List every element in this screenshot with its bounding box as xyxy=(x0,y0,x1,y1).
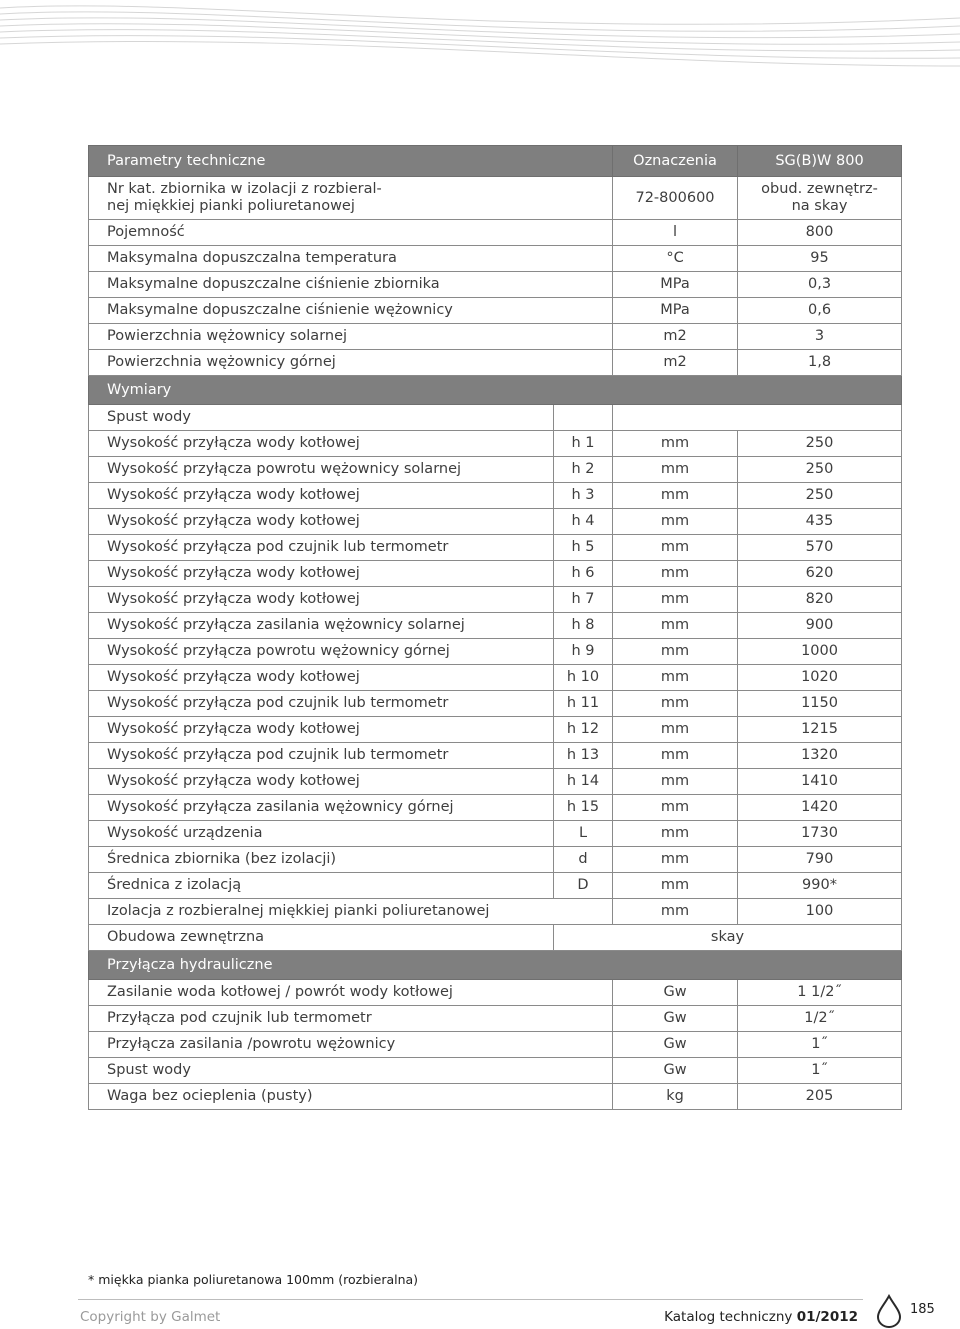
hydraulic-unit: Gw xyxy=(613,1058,738,1084)
dimension-value: 790 xyxy=(738,847,902,873)
housing-value: skay xyxy=(554,925,902,951)
hydraulic-unit: Gw xyxy=(613,1006,738,1032)
hydraulic-unit: Gw xyxy=(613,1032,738,1058)
dimension-label: Wysokość przyłącza wody kotłowej xyxy=(89,561,554,587)
spust-label: Spust wody xyxy=(89,405,554,431)
spust-row xyxy=(89,405,902,431)
param-label: Powierzchnia wężownicy solarnej xyxy=(89,324,613,350)
dimension-label: Wysokość przyłącza wody kotłowej xyxy=(89,431,554,457)
dimension-row xyxy=(89,483,902,509)
empty-cell xyxy=(554,405,613,431)
cell-line: obud. zewnętrz- xyxy=(761,181,878,197)
dimension-value: 1410 xyxy=(738,769,902,795)
param-label: Maksymalna dopuszczalna temperatura xyxy=(89,246,613,272)
dimension-value: 990* xyxy=(738,873,902,899)
dimension-value: 435 xyxy=(738,509,902,535)
dimension-label: Wysokość przyłącza wody kotłowej xyxy=(89,483,554,509)
dimension-code: L xyxy=(554,821,613,847)
dimension-unit: mm xyxy=(613,639,738,665)
dimension-unit: mm xyxy=(613,457,738,483)
dimension-row xyxy=(89,717,902,743)
hydraulic-label: Spust wody xyxy=(89,1058,613,1084)
param-row xyxy=(89,350,902,376)
dimension-code: h 13 xyxy=(554,743,613,769)
dimension-row xyxy=(89,691,902,717)
dimension-label: Wysokość przyłącza powrotu wężownicy solarnej xyxy=(89,457,554,483)
dimension-code: h 15 xyxy=(554,795,613,821)
dimension-value: 1020 xyxy=(738,665,902,691)
empty-cell xyxy=(613,405,902,431)
section-dimensions xyxy=(89,376,902,405)
dimension-row xyxy=(89,847,902,873)
footnote: * miękka pianka poliuretanowa 100mm (rozbieralna) xyxy=(88,1272,419,1287)
hydraulic-row xyxy=(89,1058,902,1084)
catalog-text: Katalog techniczny xyxy=(664,1309,797,1325)
hydraulic-row xyxy=(89,1032,902,1058)
param-unit: MPa xyxy=(613,298,738,324)
dimension-label: Wysokość przyłącza zasilania wężownicy górnej xyxy=(89,795,554,821)
dimension-value: 1320 xyxy=(738,743,902,769)
dimension-code: h 12 xyxy=(554,717,613,743)
dimension-row xyxy=(89,587,902,613)
param-unit: m2 xyxy=(613,350,738,376)
dimension-unit: mm xyxy=(613,847,738,873)
hydraulic-value: 1˝ xyxy=(738,1058,902,1084)
param-label: Powierzchnia wężownicy górnej xyxy=(89,350,613,376)
catalog-label xyxy=(664,1309,858,1325)
dimension-value: 1215 xyxy=(738,717,902,743)
param-unit: m2 xyxy=(613,324,738,350)
dimension-code: h 14 xyxy=(554,769,613,795)
dimension-code: h 11 xyxy=(554,691,613,717)
catalog-issue: 01/2012 xyxy=(796,1309,858,1325)
dimension-value: 900 xyxy=(738,613,902,639)
dimension-label: Wysokość przyłącza wody kotłowej xyxy=(89,717,554,743)
hydraulic-value: 1˝ xyxy=(738,1032,902,1058)
dimension-value: 250 xyxy=(738,483,902,509)
dimension-code: h 3 xyxy=(554,483,613,509)
dimension-label: Wysokość przyłącza wody kotłowej xyxy=(89,587,554,613)
param-row xyxy=(89,272,902,298)
dimension-row xyxy=(89,795,902,821)
dimension-code: h 10 xyxy=(554,665,613,691)
dimension-row xyxy=(89,821,902,847)
dimension-code: h 4 xyxy=(554,509,613,535)
dimension-row xyxy=(89,509,902,535)
cell-line: na skay xyxy=(791,198,848,214)
hydraulic-row xyxy=(89,1006,902,1032)
dimension-value: 1730 xyxy=(738,821,902,847)
hydraulic-label: Przyłącza zasilania /powrotu wężownicy xyxy=(89,1032,613,1058)
spec-table xyxy=(88,145,902,1110)
param-label: Maksymalne dopuszczalne ciśnienie zbiornika xyxy=(89,272,613,298)
hydraulic-value: 1/2˝ xyxy=(738,1006,902,1032)
catalog-number-label xyxy=(89,177,613,220)
header-row xyxy=(89,146,902,177)
insulation-label: Izolacja z rozbieralnej miękkiej pianki poliuretanowej xyxy=(89,899,613,925)
dimension-unit: mm xyxy=(613,821,738,847)
dimension-unit: mm xyxy=(613,535,738,561)
param-value: 0,3 xyxy=(738,272,902,298)
hydraulic-label: Przyłącza pod czujnik lub termometr xyxy=(89,1006,613,1032)
dimension-value: 250 xyxy=(738,457,902,483)
dimension-label: Wysokość przyłącza pod czujnik lub termometr xyxy=(89,691,554,717)
dimension-code: h 1 xyxy=(554,431,613,457)
dimension-row xyxy=(89,613,902,639)
dimension-row xyxy=(89,665,902,691)
hydraulic-label: Waga bez ocieplenia (pusty) xyxy=(89,1084,613,1110)
dimension-unit: mm xyxy=(613,431,738,457)
dimension-code: d xyxy=(554,847,613,873)
hydraulic-value: 1 1/2˝ xyxy=(738,980,902,1006)
dimension-code: h 8 xyxy=(554,613,613,639)
dimension-value: 1420 xyxy=(738,795,902,821)
dimension-value: 820 xyxy=(738,587,902,613)
param-value: 95 xyxy=(738,246,902,272)
dimension-unit: mm xyxy=(613,743,738,769)
section-title: Wymiary xyxy=(89,376,902,405)
dimension-unit: mm xyxy=(613,561,738,587)
dimension-row xyxy=(89,769,902,795)
param-row xyxy=(89,246,902,272)
dimension-value: 570 xyxy=(738,535,902,561)
dimension-unit: mm xyxy=(613,587,738,613)
insulation-row xyxy=(89,899,902,925)
dimension-row xyxy=(89,457,902,483)
insulation-unit: mm xyxy=(613,899,738,925)
dimension-unit: mm xyxy=(613,717,738,743)
dimension-unit: mm xyxy=(613,873,738,899)
catalog-row xyxy=(89,177,902,220)
cell-line: Nr kat. zbiornika w izolacji z rozbieral- xyxy=(107,181,382,197)
dimension-code: D xyxy=(554,873,613,899)
header-unit: Oznaczenia xyxy=(613,146,738,177)
dimension-code: h 2 xyxy=(554,457,613,483)
param-row xyxy=(89,324,902,350)
copyright: Copyright by Galmet xyxy=(80,1309,221,1325)
dimension-label: Średnica z izolacją xyxy=(89,873,554,899)
dimension-code: h 6 xyxy=(554,561,613,587)
dimension-row xyxy=(89,743,902,769)
param-row xyxy=(89,298,902,324)
dimension-unit: mm xyxy=(613,691,738,717)
catalog-housing xyxy=(738,177,902,220)
hydraulic-unit: kg xyxy=(613,1084,738,1110)
water-drop-icon xyxy=(875,1294,903,1328)
param-label: Pojemność xyxy=(89,220,613,246)
dimension-unit: mm xyxy=(613,613,738,639)
header-model: SG(B)W 800 xyxy=(738,146,902,177)
insulation-value: 100 xyxy=(738,899,902,925)
header-label: Parametry techniczne xyxy=(89,146,613,177)
section-title: Przyłącza hydrauliczne xyxy=(89,951,902,980)
dimension-unit: mm xyxy=(613,509,738,535)
dimension-unit: mm xyxy=(613,769,738,795)
dimension-code: h 7 xyxy=(554,587,613,613)
dimension-value: 250 xyxy=(738,431,902,457)
housing-row xyxy=(89,925,902,951)
housing-label: Obudowa zewnętrzna xyxy=(89,925,554,951)
dimension-row xyxy=(89,535,902,561)
dimension-value: 1150 xyxy=(738,691,902,717)
dimension-label: Wysokość przyłącza pod czujnik lub termometr xyxy=(89,535,554,561)
dimension-code: h 9 xyxy=(554,639,613,665)
param-value: 800 xyxy=(738,220,902,246)
param-unit: MPa xyxy=(613,272,738,298)
param-value: 0,6 xyxy=(738,298,902,324)
dimension-value: 1000 xyxy=(738,639,902,665)
dimension-label: Wysokość przyłącza wody kotłowej xyxy=(89,665,554,691)
dimension-label: Średnica zbiornika (bez izolacji) xyxy=(89,847,554,873)
hydraulic-unit: Gw xyxy=(613,980,738,1006)
footer-divider xyxy=(78,1299,863,1300)
param-label: Maksymalne dopuszczalne ciśnienie wężownicy xyxy=(89,298,613,324)
dimension-label: Wysokość przyłącza wody kotłowej xyxy=(89,769,554,795)
hydraulic-label: Zasilanie woda kotłowej / powrót wody kotłowej xyxy=(89,980,613,1006)
dimension-value: 620 xyxy=(738,561,902,587)
dimension-row xyxy=(89,639,902,665)
dimension-row xyxy=(89,431,902,457)
hydraulic-row xyxy=(89,1084,902,1110)
section-hydraulic xyxy=(89,951,902,980)
catalog-number: 72-800600 xyxy=(613,177,738,220)
dimension-unit: mm xyxy=(613,665,738,691)
param-value: 1,8 xyxy=(738,350,902,376)
page-number: 185 xyxy=(910,1302,935,1317)
dimension-unit: mm xyxy=(613,795,738,821)
param-row xyxy=(89,220,902,246)
dimension-label: Wysokość przyłącza pod czujnik lub termometr xyxy=(89,743,554,769)
hydraulic-value: 205 xyxy=(738,1084,902,1110)
dimension-code: h 5 xyxy=(554,535,613,561)
dimension-row xyxy=(89,873,902,899)
dimension-unit: mm xyxy=(613,483,738,509)
dimension-label: Wysokość przyłącza wody kotłowej xyxy=(89,509,554,535)
hydraulic-row xyxy=(89,980,902,1006)
wave-lines-icon xyxy=(0,0,960,70)
param-unit: °C xyxy=(613,246,738,272)
param-value: 3 xyxy=(738,324,902,350)
param-unit: l xyxy=(613,220,738,246)
dimension-label: Wysokość przyłącza zasilania wężownicy solarnej xyxy=(89,613,554,639)
cell-line: nej miękkiej pianki poliuretanowej xyxy=(107,198,355,214)
dimension-label: Wysokość urządzenia xyxy=(89,821,554,847)
dimension-row xyxy=(89,561,902,587)
dimension-label: Wysokość przyłącza powrotu wężownicy górnej xyxy=(89,639,554,665)
